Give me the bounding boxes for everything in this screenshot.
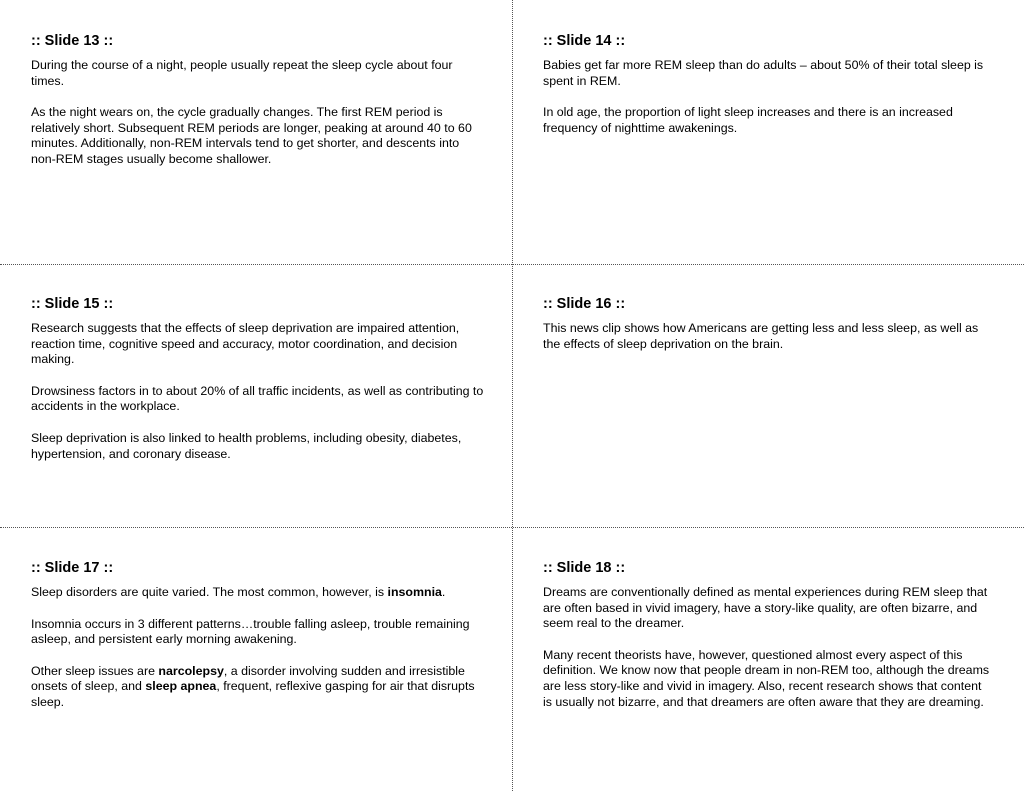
note-paragraph (31, 105, 486, 167)
note-paragraph (543, 321, 993, 352)
slide-title: :: Slide 14 :: (543, 33, 626, 49)
slide-note-16 (543, 295, 993, 368)
slide-note-14 (543, 32, 993, 152)
note-text: , frequent, reflexive gasping for air that disrupts sleep. (31, 679, 475, 709)
note-text: Sleep deprivation is also linked to health problems, including obesity, diabetes, hypertension, and coronary disease. (31, 430, 462, 461)
emphasis-term: narcolepsy (158, 663, 224, 678)
note-text: , a disorder involving sudden and irresistible onsets of sleep, and (31, 663, 465, 694)
note-paragraph (543, 648, 993, 710)
note-text: This news clip shows how Americans are getting less and less sleep, as well as the effects of sleep deprivation on the brain. (543, 321, 979, 351)
note-text: As the night wears on, the cycle gradually changes. The first REM period is relatively short. Subsequent REM periods are longer, peaking at around 40 to 60 minutes. Additionally, non-REM intervals tend to get shorter, and descents into non-REM stages usually become shallower. (31, 105, 472, 166)
note-paragraph (543, 105, 993, 136)
note-text: Drowsiness factors in to about 20% of all traffic incidents, as well as contributing to accidents in the workplace. (31, 383, 484, 414)
emphasis-term: sleep apnea (145, 679, 217, 694)
note-text: Research suggests that the effects of sleep deprivation are impaired attention, reaction time, cognitive speed and accuracy, motor coordination, and decision making. (31, 321, 460, 367)
note-text: During the course of a night, people usually repeat the sleep cycle about four times. (31, 58, 453, 88)
note-text: Insomnia occurs in 3 different patterns…trouble falling asleep, trouble remaining asleep, and persistent early morning awakening. (31, 616, 470, 647)
slide-note-18 (543, 559, 993, 726)
slide-note-15 (31, 295, 486, 478)
horizontal-divider (0, 527, 1024, 528)
slide-title: :: Slide 15 :: (31, 296, 114, 312)
note-paragraph (31, 617, 486, 648)
note-paragraph (543, 58, 993, 89)
note-text: Many recent theorists have, however, questioned almost every aspect of this definition. We know now that people dream in non-REM too, although the dreams are less story-like and vivid in imagery. Also, recent research shows that content is usually not bizarre, and that dreamers are often aware that they are dreaming. (543, 647, 990, 709)
slide-note-13 (31, 32, 486, 184)
horizontal-divider (0, 264, 1024, 265)
note-paragraph (543, 585, 993, 632)
slide-note-17 (31, 559, 486, 727)
note-paragraph (31, 321, 486, 368)
note-paragraph (31, 384, 486, 415)
vertical-divider (512, 0, 513, 791)
note-text: Dreams are conventionally defined as mental experiences during REM sleep that are often based in vivid imagery, have a story-like quality, are often bizarre, and seem real to the dreamer. (543, 585, 988, 631)
slide-title: :: Slide 13 :: (31, 33, 114, 49)
note-paragraph (31, 58, 486, 89)
note-paragraph (31, 585, 486, 601)
note-paragraph (31, 664, 486, 711)
note-text: Sleep disorders are quite varied. The most common, however, is (31, 585, 388, 599)
note-text: Other sleep issues are (31, 663, 159, 678)
slide-title: :: Slide 18 :: (543, 560, 626, 576)
note-paragraph (31, 431, 486, 462)
emphasis-term: insomnia (387, 585, 442, 599)
note-text: In old age, the proportion of light sleep increases and there is an increased frequency of nighttime awakenings. (543, 105, 953, 135)
note-text: . (441, 585, 446, 599)
note-text: Babies get far more REM sleep than do adults – about 50% of their total sleep is spent in REM. (543, 58, 984, 88)
slide-title: :: Slide 17 :: (31, 560, 114, 576)
slide-title: :: Slide 16 :: (543, 296, 626, 312)
